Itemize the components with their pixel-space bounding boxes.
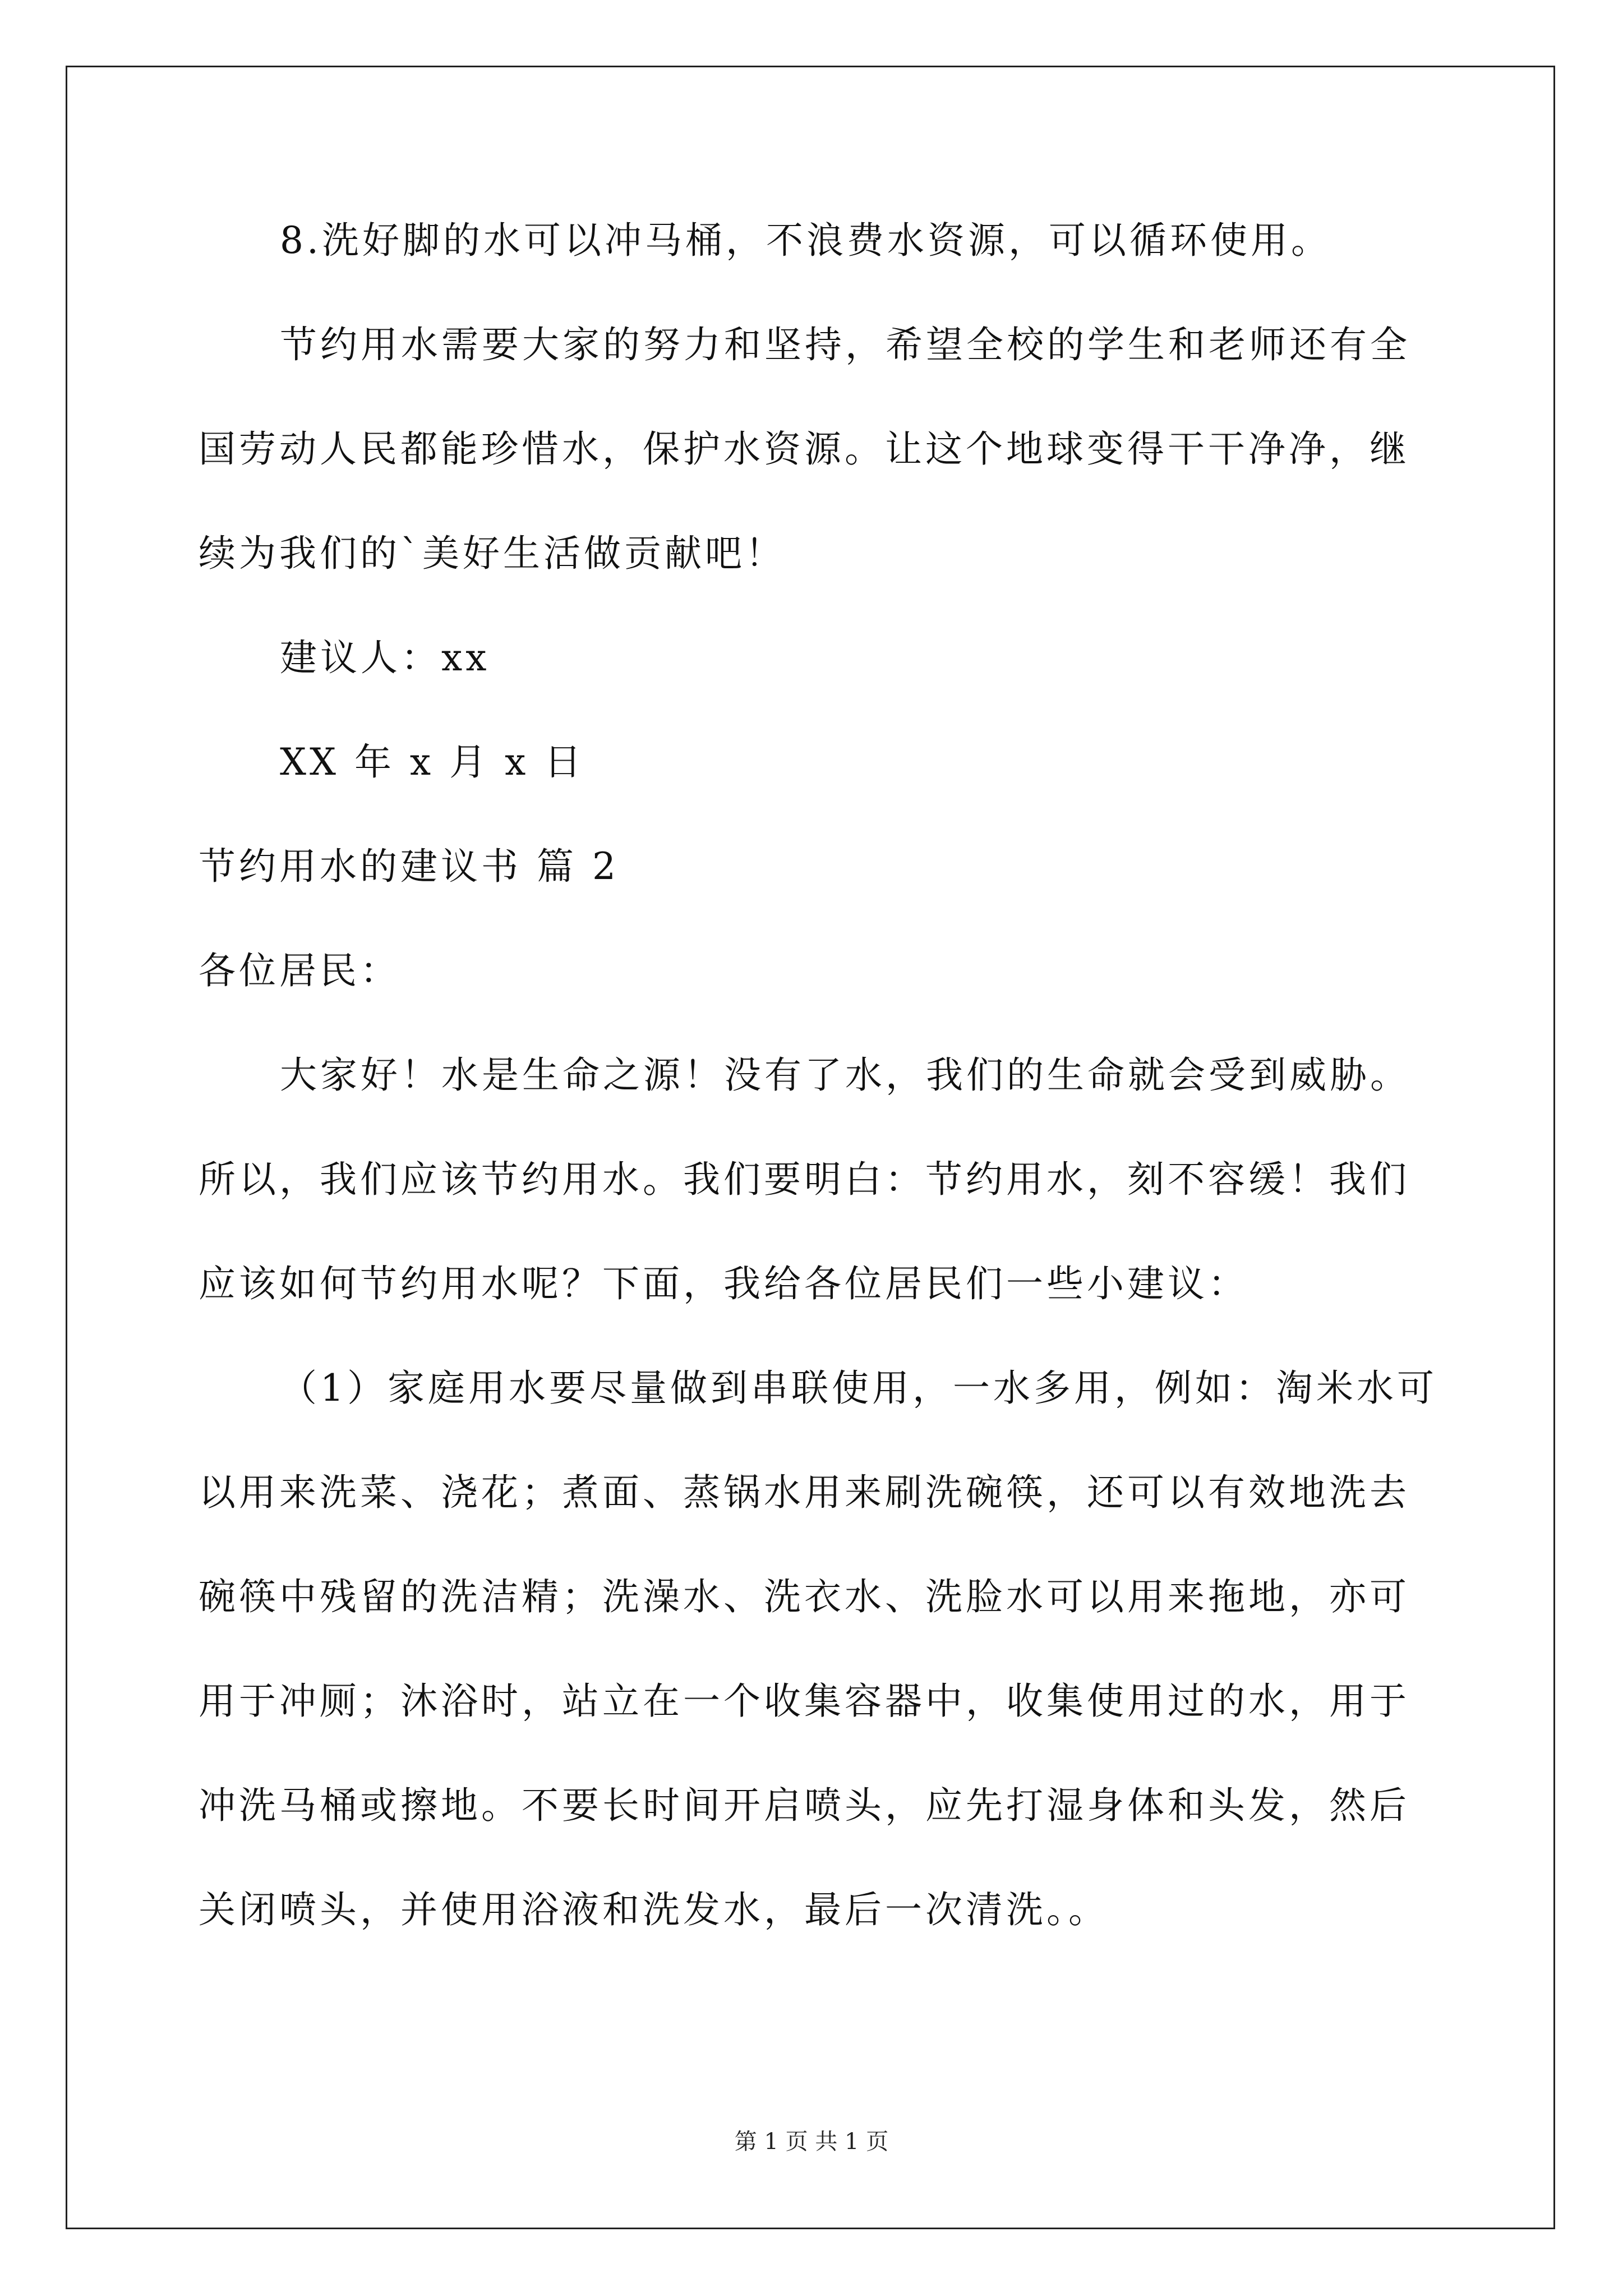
paragraph-line: 国劳动人民都能珍惜水，保护水资源。让这个地球变得干干净净，继 bbox=[199, 427, 1410, 471]
paragraph-line: 关闭喷头，并使用浴液和洗发水，最后一次清洗。。 bbox=[199, 1888, 1109, 1931]
paragraph-line: 用于冲厕；沐浴时，站立在一个收集容器中，收集使用过的水，用于 bbox=[199, 1680, 1410, 1723]
paragraph-line: 以用来洗菜、浇花；煮面、蒸锅水用来刷洗碗筷，还可以有效地洗去 bbox=[199, 1471, 1410, 1514]
paragraph-line: 节约用水需要大家的努力和坚持，希望全校的学生和老师还有全 bbox=[280, 323, 1410, 366]
date-line: XX 年 x 月 x 日 bbox=[280, 740, 585, 784]
paragraph-line: 所以，我们应该节约用水。我们要明白：节约用水，刻不容缓！我们 bbox=[199, 1158, 1410, 1201]
section-heading: 节约用水的建议书 篇 2 bbox=[199, 845, 619, 888]
paragraph-line: 续为我们的`美好生活做贡献吧！ bbox=[199, 532, 786, 575]
salutation: 各位居民： bbox=[199, 949, 400, 992]
page-number-footer: 第 1 页 共 1 页 bbox=[734, 2129, 889, 2155]
paragraph-line: （1）家庭用水要尽量做到串联使用，一水多用，例如：淘米水可 bbox=[280, 1366, 1437, 1410]
paragraph-line: 碗筷中残留的洗洁精；洗澡水、洗衣水、洗脸水可以用来拖地，亦可 bbox=[199, 1575, 1410, 1618]
paragraph-line: 8.洗好脚的水可以冲马桶，不浪费水资源，可以循环使用。 bbox=[280, 219, 1331, 262]
paragraph-line: 冲洗马桶或擦地。不要长时间开启喷头，应先打湿身体和头发，然后 bbox=[199, 1784, 1410, 1827]
document-body bbox=[199, 214, 1437, 1936]
paragraph-line: 应该如何节约用水呢？下面，我给各位居民们一些小建议： bbox=[199, 1262, 1248, 1305]
paragraph-line: 大家好！水是生命之源！没有了水，我们的生命就会受到威胁。 bbox=[280, 1053, 1410, 1097]
signature-line: 建议人：xx bbox=[280, 636, 490, 679]
